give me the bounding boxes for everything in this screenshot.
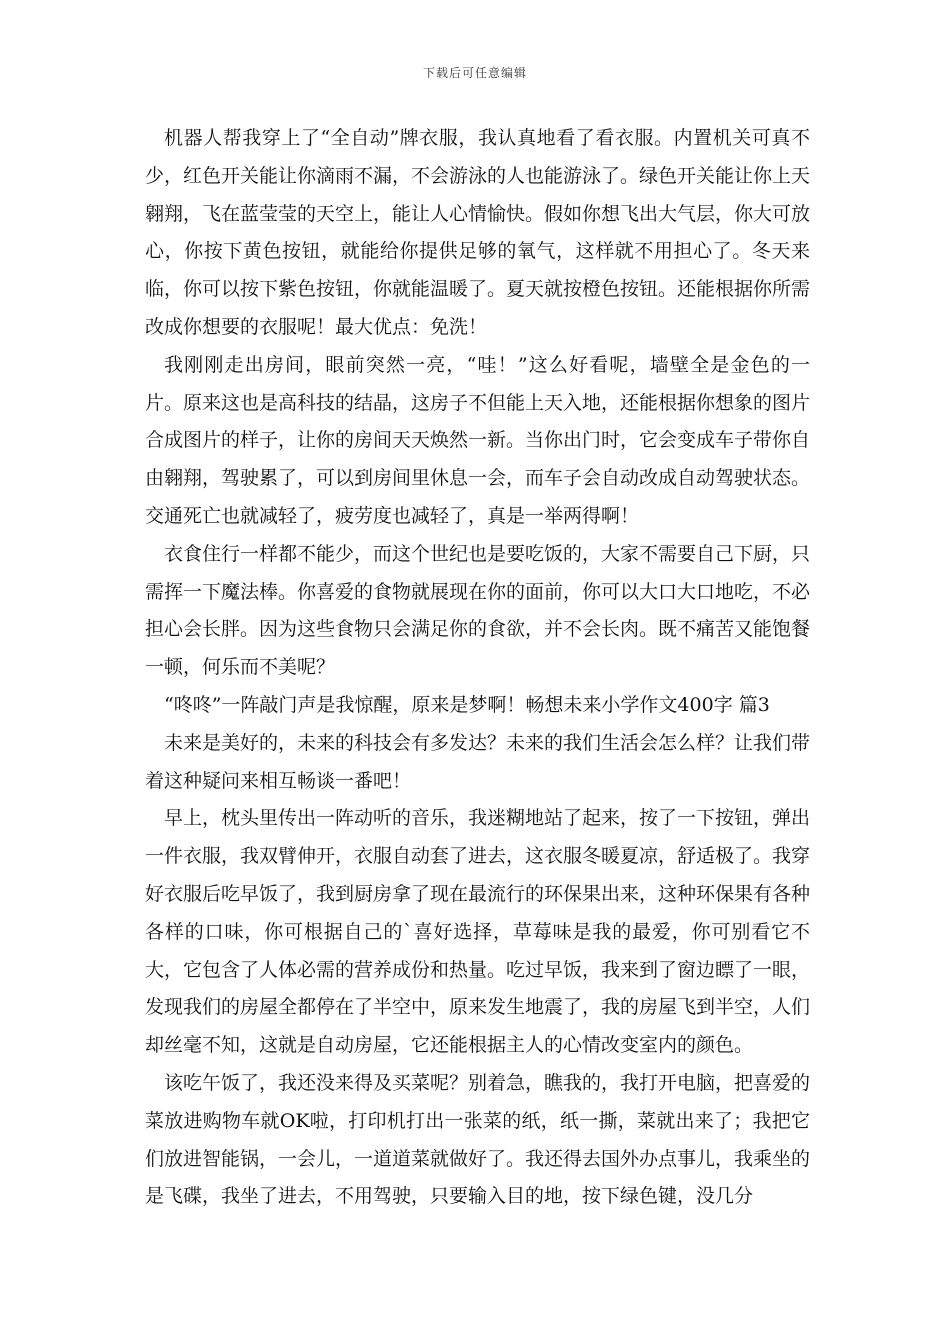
paragraph-wake-up: “咚咚”一阵敲门声是我惊醒，原来是梦啊！畅想未来小学作文400字 篇3 — [164, 693, 770, 716]
paragraph-house: 我刚刚走出房间，眼前突然一亮，“哇！”这么好看呢，墙壁全是金色的一片。原来这也是高科技的结晶，这房子不但能上天入地，还能根据你想象的图片合成图片的样子，让你的房间天天焕然一新。当你出门时，它会变成车子带你自由翱翔，驾驶累了，可以到房间里休息一会，而车子会自动改成自动驾驶状态。交通死亡也就减轻了，疲劳度也减轻了，真是一举两得啊！ — [145, 353, 811, 527]
paragraph-lunch: 该吃午饭了，我还没来得及买菜呢？别着急，瞧我的，我打开电脑，把喜爱的菜放进购物车就OK啦，打印机打出一张菜的纸，纸一撕，菜就出来了；我把它们放进智能锅，一会儿，一道道菜就做好了。我还得去国外办点事儿，我乘坐的是飞碟，我坐了进去，不用驾驶，只要输入目的地，按下绿色键，没几分 — [145, 1071, 811, 1208]
paragraph-morning: 早上，枕头里传出一阵动听的音乐，我迷糊地站了起来，按了一下按钮，弹出一件衣服，我双臂伸开，衣服自动套了进去，这衣服冬暖夏凉，舒适极了。我穿好衣服后吃早饭了，我到厨房拿了现在最流行的环保果出来，这种环保果有各种各样的口味，你可根据自己的`喜好选择，草莓味是我的最爱，你可别看它不大，它包含了人体必需的营养成份和热量。吃过早饭，我来到了窗边瞟了一眼，发现我们的房屋全都停在了半空中，原来发生地震了，我的房屋飞到半空，人们却丝毫不知，这就是自动房屋，它还能根据主人的心情改变室内的颜色。 — [145, 807, 811, 1057]
paragraph-clothes: 机器人帮我穿上了“全自动”牌衣服，我认真地看了看衣服。内置机关可真不少，红色开关能让你滴雨不漏，不会游泳的人也能游泳了。绿色开关能让你上天翱翔，飞在蓝莹莹的天空上，能让人心情愉快。假如你想飞出大气层，你大可放心，你按下黄色按钮，就能给你提供足够的氧气，这样就不用担心了。冬天来临，你可以按下紫色按钮，你就能温暖了。夏天就按橙色按钮。还能根据你所需改成你想要的衣服呢！最大优点：免洗！ — [145, 127, 811, 338]
page-header: 下载后可任意编辑 — [422, 66, 527, 80]
paragraph-essay3-intro: 未来是美好的，未来的科技会有多发达？未来的我们生活会怎么样？让我们带着这种疑问来相互畅谈一番吧！ — [145, 731, 811, 792]
paragraph-food: 衣食住行一样都不能少，而这个世纪也是要吃饭的，大家不需要自己下厨，只需挥一下魔法棒。你喜爱的食物就展现在你的面前，你可以大口大口地吃，不必担心会长胖。因为这些食物只会满足你的食欲，并不会长肉。既不痛苦又能饱餐一顿，何乐而不美呢？ — [145, 542, 811, 679]
document-body — [145, 120, 810, 1216]
